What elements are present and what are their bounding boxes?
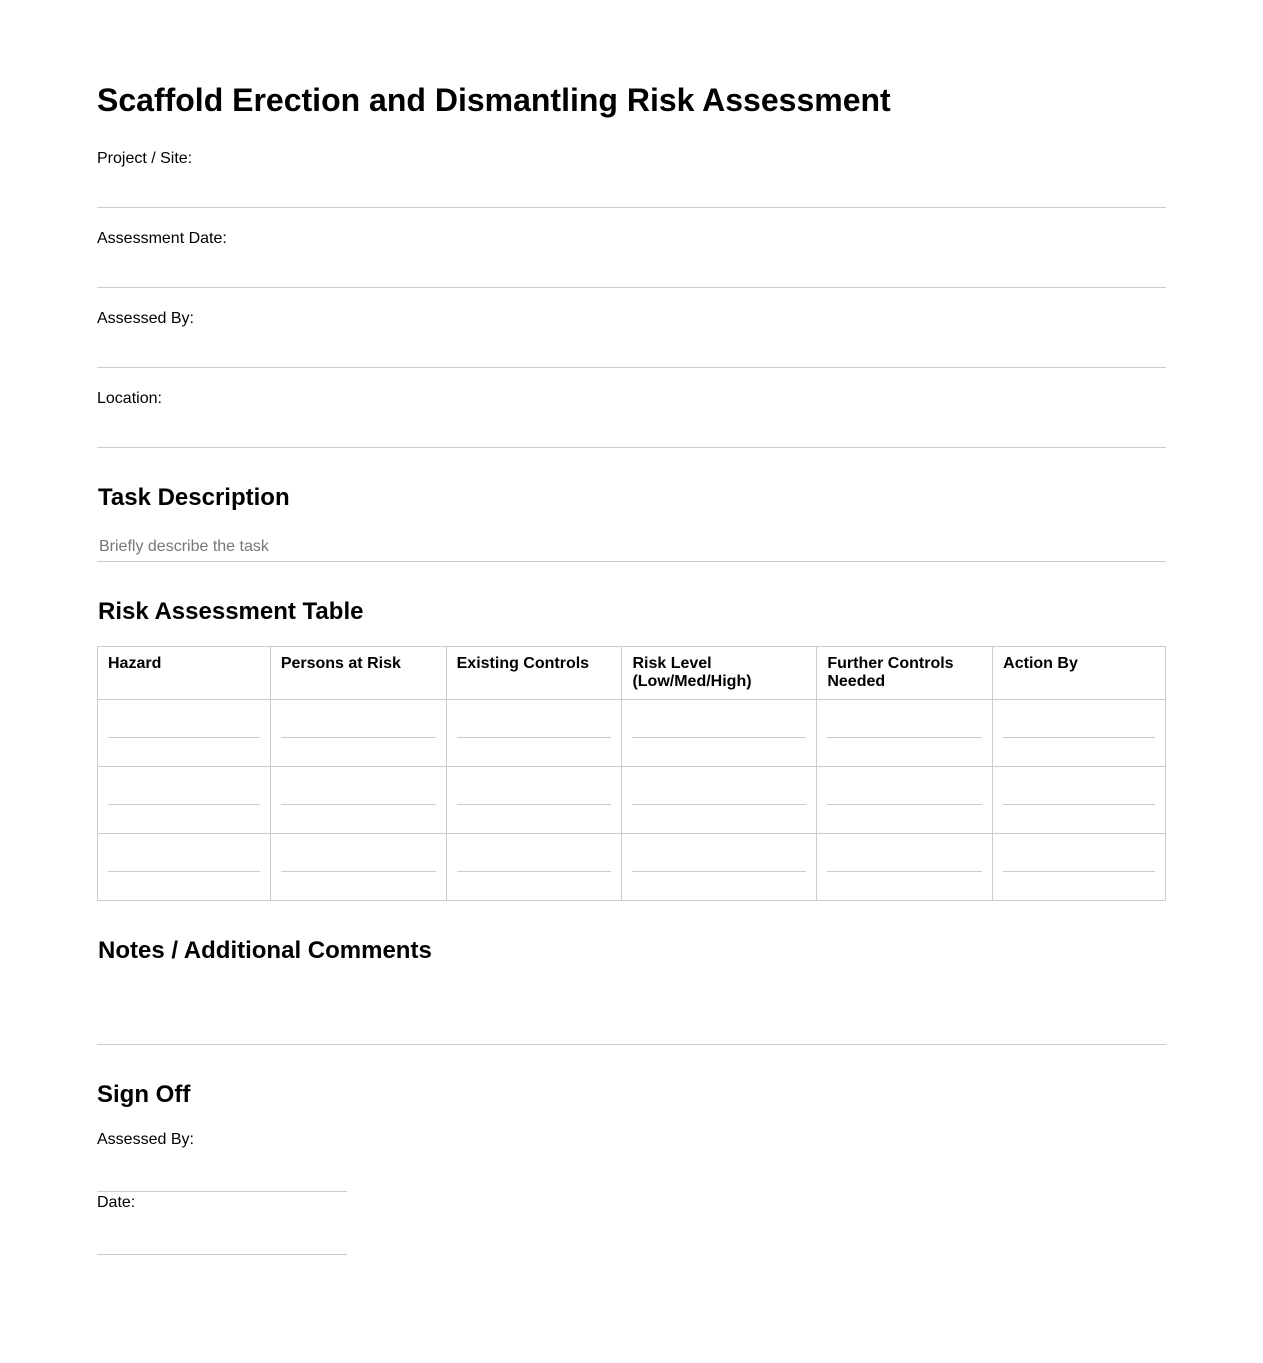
notes-divider	[97, 1044, 1166, 1045]
further-controls-cell[interactable]	[817, 700, 993, 767]
assessment-date-field[interactable]	[97, 230, 1166, 288]
task-description-input[interactable]	[97, 533, 1166, 562]
column-header-persons-at-risk: Persons at Risk	[270, 647, 446, 700]
project-site-field[interactable]	[97, 150, 1166, 208]
action-by-cell[interactable]	[993, 700, 1166, 767]
column-header-further-controls: Further Controls Needed	[817, 647, 993, 700]
existing-controls-cell[interactable]	[446, 834, 622, 901]
risk-assessment-table	[97, 646, 1166, 901]
notes-heading: Notes / Additional Comments	[98, 937, 432, 964]
table-row	[98, 700, 1166, 767]
project-site-label: Project / Site:	[97, 150, 193, 167]
location-label: Location:	[97, 390, 162, 407]
further-controls-cell[interactable]	[817, 767, 993, 834]
existing-controls-cell[interactable]	[446, 767, 622, 834]
location-field[interactable]	[97, 390, 1166, 448]
assessed-by-label: Assessed By:	[97, 310, 194, 327]
assessed-by-field[interactable]	[97, 310, 1166, 368]
risk-level-cell[interactable]	[622, 767, 817, 834]
table-header-row	[98, 647, 1166, 700]
sign-off-heading: Sign Off	[97, 1081, 191, 1108]
hazard-cell[interactable]	[98, 767, 271, 834]
sign-off-date-field[interactable]	[97, 1194, 347, 1255]
column-header-risk-level: Risk Level (Low/Med/High)	[622, 647, 817, 700]
risk-table-heading: Risk Assessment Table	[98, 598, 364, 625]
hazard-cell[interactable]	[98, 834, 271, 901]
further-controls-cell[interactable]	[817, 834, 993, 901]
column-header-action-by: Action By	[993, 647, 1166, 700]
sign-off-date-label: Date:	[97, 1194, 136, 1211]
risk-level-cell[interactable]	[622, 700, 817, 767]
risk-level-cell[interactable]	[622, 834, 817, 901]
task-description-heading: Task Description	[98, 484, 290, 511]
hazard-cell[interactable]	[98, 700, 271, 767]
assessment-date-label: Assessment Date:	[97, 230, 227, 247]
sign-off-assessed-by-label: Assessed By:	[97, 1131, 194, 1148]
table-row	[98, 767, 1166, 834]
table-row	[98, 834, 1166, 901]
page-title: Scaffold Erection and Dismantling Risk Assessment	[97, 82, 891, 118]
column-header-existing-controls: Existing Controls	[446, 647, 622, 700]
sign-off-assessed-by-field[interactable]	[97, 1131, 347, 1192]
persons-at-risk-cell[interactable]	[270, 767, 446, 834]
existing-controls-cell[interactable]	[446, 700, 622, 767]
persons-at-risk-cell[interactable]	[270, 834, 446, 901]
column-header-hazard: Hazard	[98, 647, 271, 700]
action-by-cell[interactable]	[993, 767, 1166, 834]
action-by-cell[interactable]	[993, 834, 1166, 901]
persons-at-risk-cell[interactable]	[270, 700, 446, 767]
notes-input[interactable]	[97, 975, 1166, 1044]
